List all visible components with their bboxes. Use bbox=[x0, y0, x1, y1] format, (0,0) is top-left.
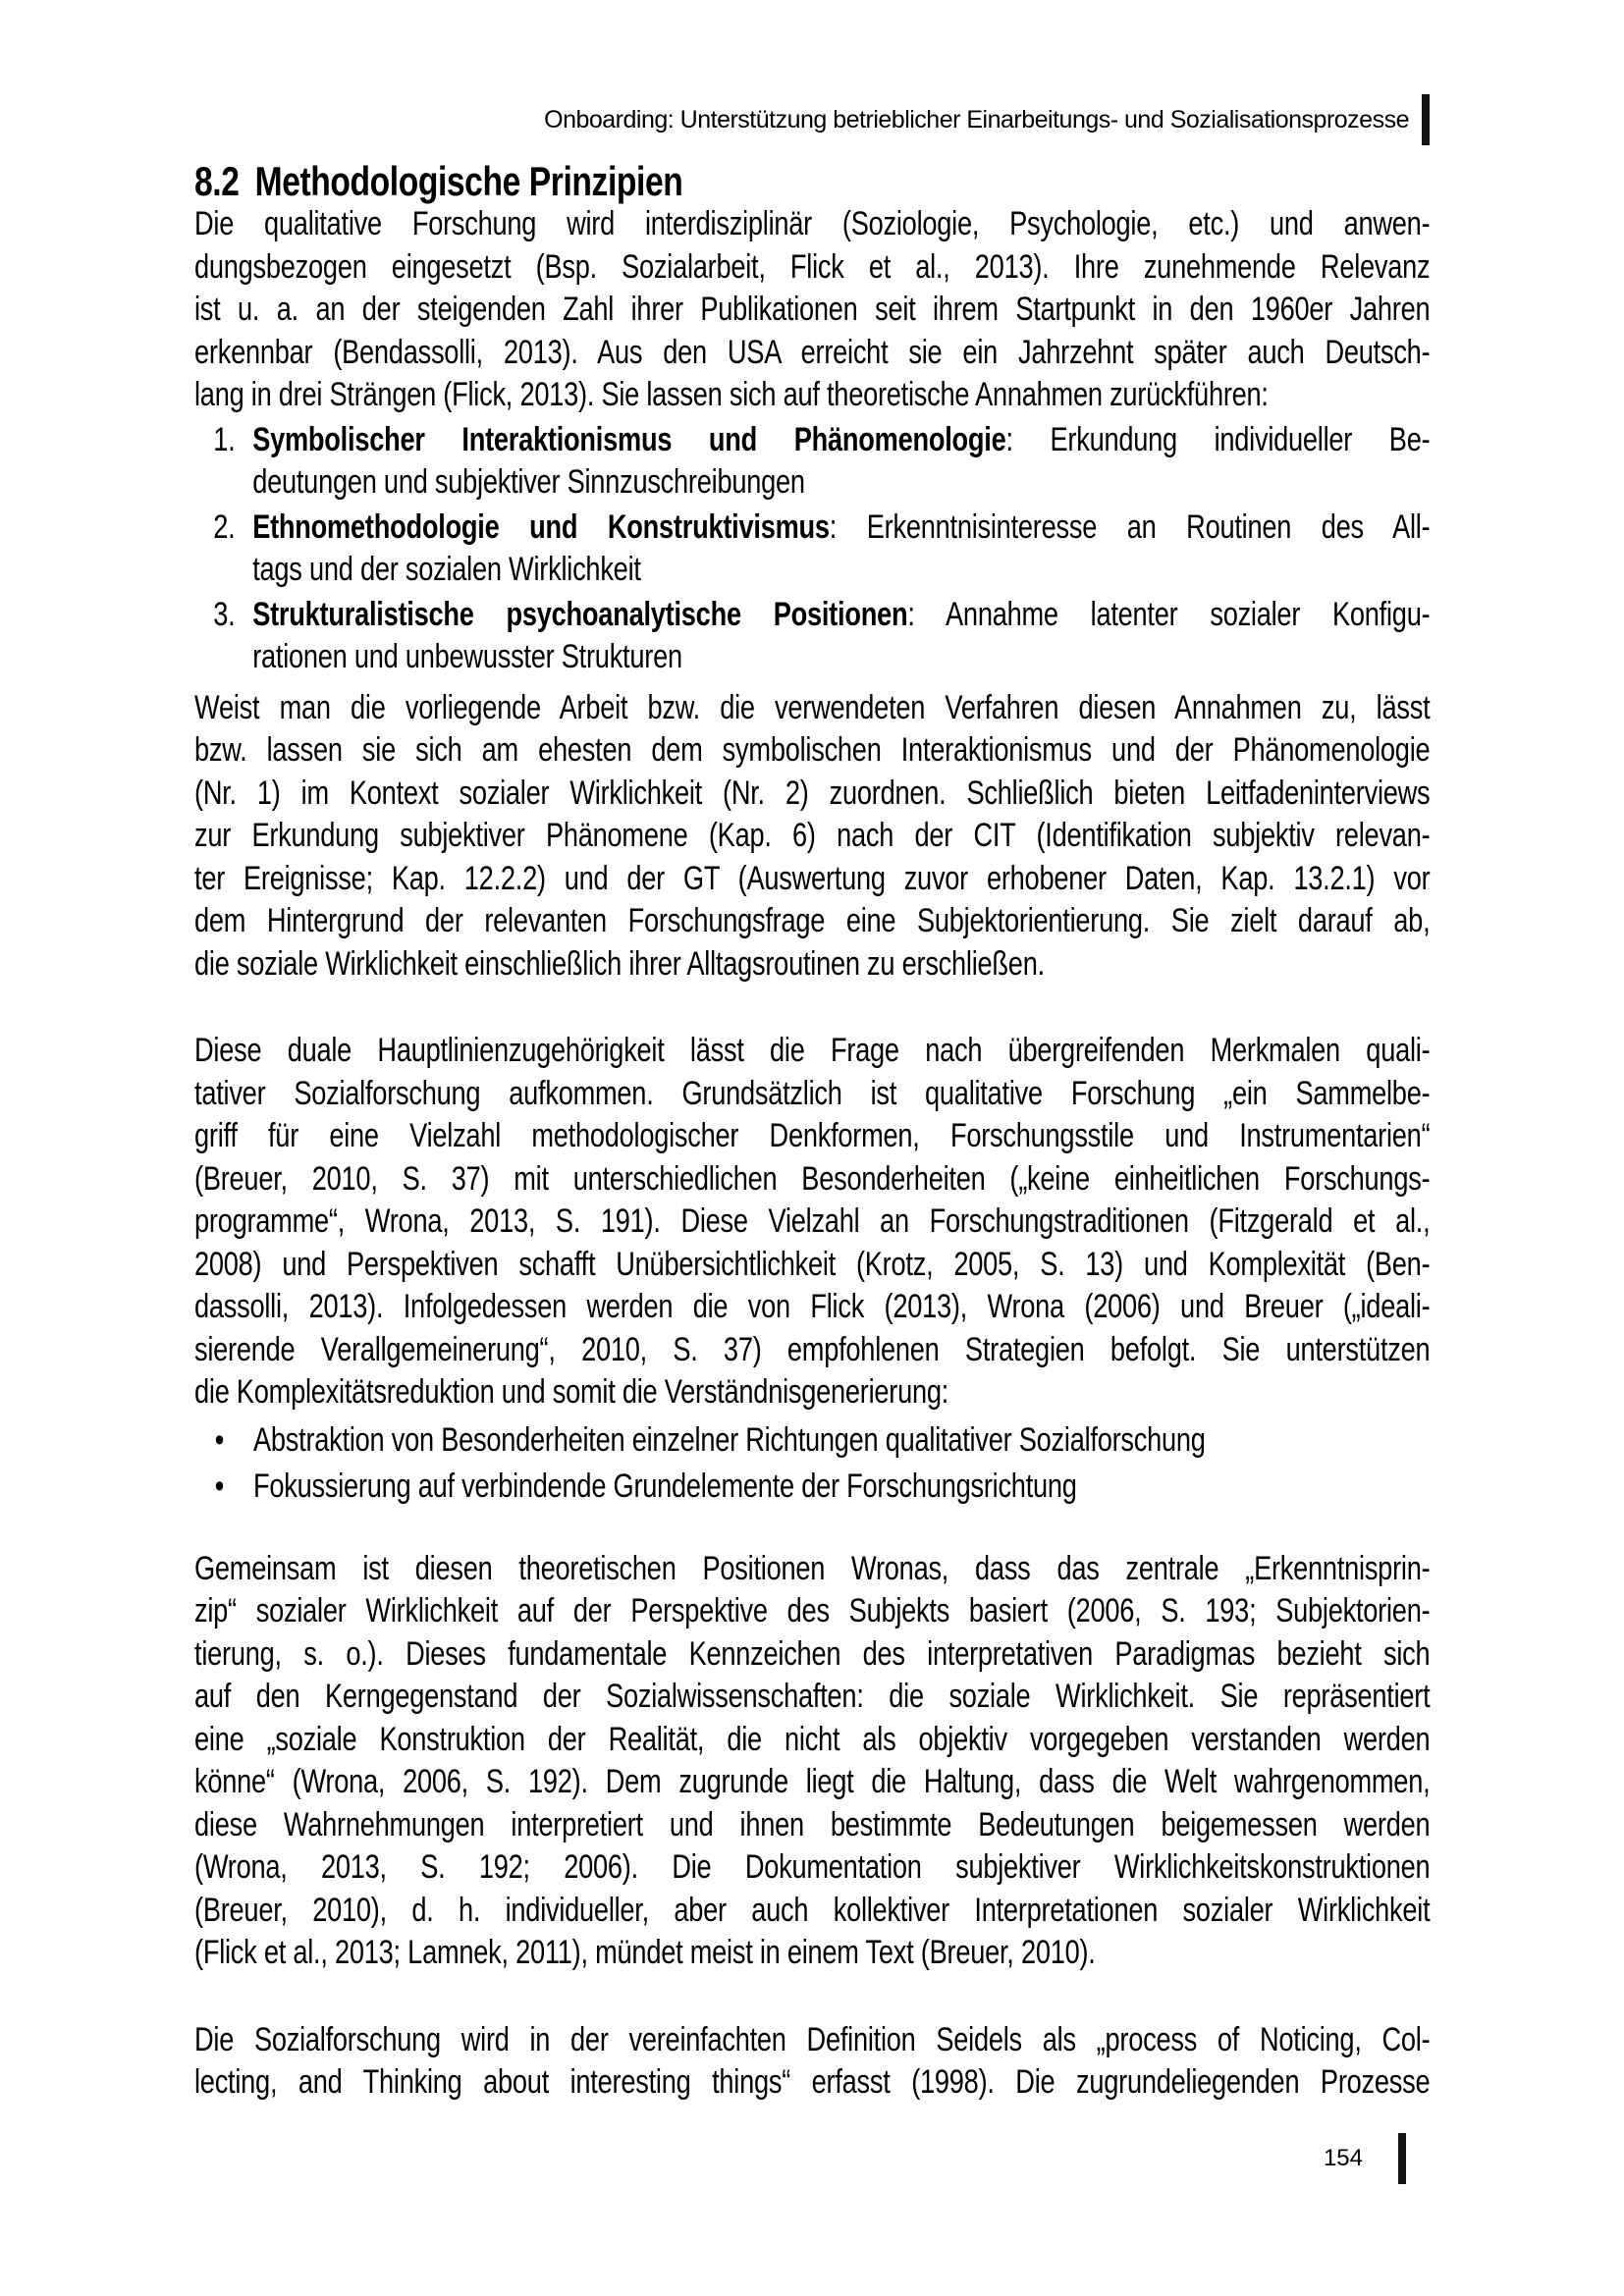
text-line: ist u. a. an der steigenden Zahl ihrer Publikationen seit ihrem Startpunkt in den 1960er Jahren bbox=[194, 291, 1431, 328]
list-marker: 1. bbox=[213, 420, 236, 458]
paragraph-5 bbox=[194, 2019, 1430, 2105]
text-line: lang in drei Strängen (Flick, 2013). Sie lassen sich auf theoretische Annahmen zurückführen: bbox=[194, 376, 1269, 413]
text-line: Die Sozialforschung wird in der vereinfachten Definition Seidels als „process of Noticing, Col- bbox=[194, 2020, 1431, 2058]
list-term-rest: : Annahme latenter sozialer Konfigu- bbox=[907, 595, 1431, 633]
bullet-list bbox=[194, 1419, 1430, 1509]
footer-rule bbox=[1398, 2133, 1406, 2184]
text-line: die soziale Wirklichkeit einschließlich ihrer Alltagsroutinen zu erschließen. bbox=[194, 944, 1045, 983]
text-line bbox=[252, 594, 1430, 637]
header-rule bbox=[1422, 94, 1430, 145]
text-line: Weist man die vorliegende Arbeit bzw. die verwendeten Verfahren diesen Annahmen zu, lässt bbox=[194, 688, 1431, 726]
paragraph-1 bbox=[194, 203, 1430, 417]
list-item bbox=[194, 594, 1430, 679]
list-term: Strukturalistische psychoanalytische Positionen bbox=[252, 595, 908, 633]
text-line: (Flick et al., 2013; Lamnek, 2011), mündet meist in einem Text (Breuer, 2010). bbox=[194, 1934, 1096, 1971]
list-term-rest: : Erkundung individueller Be- bbox=[1005, 420, 1431, 458]
section-title: Methodologische Prinzipien bbox=[254, 158, 683, 204]
text-line: Gemeinsam ist diesen theoretischen Positionen Wronas, dass das zentrale „Erkenntnisprin- bbox=[194, 1549, 1431, 1587]
bullet-text: Fokussierung auf verbindende Grundelemente der Forschungsrichtung bbox=[253, 1468, 1077, 1505]
text-line: (Breuer, 2010, S. 37) mit unterschiedlichen Besonderheiten („keine einheitlichen Forschungs- bbox=[194, 1159, 1431, 1198]
section-heading bbox=[194, 160, 1430, 203]
text-line: Die qualitative Forschung wird interdisziplinär (Soziologie, Psychologie, etc.) und anwen- bbox=[194, 205, 1431, 242]
numbered-list bbox=[194, 419, 1430, 679]
list-term: Ethnomethodologie und Konstruktivismus bbox=[252, 507, 830, 546]
list-item-body bbox=[252, 419, 1430, 505]
list-item bbox=[194, 507, 1430, 592]
text-line: könne“ (Wrona, 2006, S. 192). Dem zugrunde liegt die Haltung, dass die Welt wahrgenommen, bbox=[194, 1763, 1431, 1800]
text-line: programme“, Wrona, 2013, S. 191). Diese Vielzahl an Forschungstraditionen (Fitzgerald et al., bbox=[194, 1202, 1431, 1240]
list-item bbox=[194, 419, 1430, 505]
text-line: (Nr. 1) im Kontext sozialer Wirklichkeit (Nr. 2) zuordnen. Schließlich bieten Leitfadeninterviews bbox=[194, 774, 1431, 812]
text-line: ter Ereignisse; Kap. 12.2.2) und der GT (Auswertung zuvor erhobener Daten, Kap. 13.2.1) vor bbox=[194, 859, 1431, 897]
list-item-body bbox=[252, 594, 1430, 679]
paragraph-2 bbox=[194, 687, 1430, 987]
list-term: Symbolischer Interaktionismus und Phänomenologie bbox=[252, 420, 1006, 458]
text-line: dassolli, 2013). Infolgedessen werden die von Flick (2013), Wrona (2006) und Breuer („ideali- bbox=[194, 1288, 1431, 1325]
page-number: 154 bbox=[1323, 2145, 1363, 2171]
running-header bbox=[194, 94, 1430, 145]
text-line: tags und der sozialen Wirklichkeit bbox=[252, 551, 641, 588]
text-line: sierende Verallgemeinerung“, 2010, S. 37) empfohlenen Strategien befolgt. Sie unterstützen bbox=[194, 1330, 1431, 1368]
text-line: tierung, s. o.). Dieses fundamentale Kennzeichen des interpretativen Paradigmas bezieht sich bbox=[194, 1634, 1431, 1673]
text-column bbox=[194, 160, 1430, 2105]
text-line: diese Wahrnehmungen interpretiert und ihnen bestimmte Bedeutungen beigemessen werden bbox=[194, 1805, 1431, 1843]
list-item-body bbox=[252, 507, 1430, 592]
text-line: deutungen und subjektiver Sinnzuschreibungen bbox=[252, 463, 805, 501]
text-line: zur Erkundung subjektiver Phänomene (Kap. 6) nach der CIT (Identifikation subjektiv relevan- bbox=[194, 817, 1431, 854]
text-line: dem Hintergrund der relevanten Forschungsfrage eine Subjektorientierung. Sie zielt darauf ab, bbox=[194, 902, 1431, 939]
bullet-text: Abstraktion von Besonderheiten einzelner Richtungen qualitativer Sozialforschung bbox=[253, 1420, 1206, 1459]
text-line: zip“ sozialer Wirklichkeit auf der Perspektive des Subjekts basiert (2006, S. 193; Subjektorien- bbox=[194, 1592, 1431, 1629]
text-line: lecting, and Thinking about interesting things“ erfasst (1998). Die zugrundeliegenden Prozesse bbox=[194, 2063, 1431, 2101]
page-footer bbox=[1324, 2133, 1406, 2184]
bullet-icon: • bbox=[214, 1468, 225, 1505]
text-line: bzw. lassen sie sich am ehesten dem symbolischen Interaktionismus und der Phänomenologie bbox=[194, 731, 1431, 769]
section-number: 8.2 bbox=[194, 158, 240, 204]
bullet-item bbox=[194, 1419, 1430, 1463]
list-term-rest: : Erkenntnisinteresse an Routinen des All- bbox=[829, 507, 1431, 546]
text-line: die Komplexitätsreduktion und somit die Verständnisgenerierung: bbox=[194, 1373, 949, 1411]
text-line: 2008) und Perspektiven schafft Unübersichtlichkeit (Krotz, 2005, S. 13) und Komplexität (Ben- bbox=[194, 1245, 1431, 1283]
bullet-item bbox=[194, 1466, 1430, 1509]
text-line: dungsbezogen eingesetzt (Bsp. Sozialarbeit, Flick et al., 2013). Ihre zunehmende Relevanz bbox=[194, 247, 1431, 286]
text-line: (Breuer, 2010), d. h. individueller, aber auch kollektiver Interpretationen sozialer Wirklichkeit bbox=[194, 1891, 1431, 1929]
text-line bbox=[252, 507, 1430, 550]
text-line: (Wrona, 2013, S. 192; 2006). Die Dokumentation subjektiver Wirklichkeitskonstruktionen bbox=[194, 1848, 1431, 1886]
text-line: auf den Kerngegenstand der Sozialwissenschaften: die soziale Wirklichkeit. Sie repräsentiert bbox=[194, 1678, 1431, 1715]
text-line: Diese duale Hauptlinienzugehörigkeit lässt die Frage nach übergreifenden Merkmalen quali- bbox=[194, 1032, 1431, 1069]
text-line: tativer Sozialforschung aufkommen. Grundsätzlich ist qualitative Forschung „ein Sammelbe- bbox=[194, 1074, 1431, 1112]
text-line bbox=[252, 419, 1430, 462]
bullet-icon: • bbox=[214, 1420, 225, 1459]
paragraph-4 bbox=[194, 1548, 1430, 1975]
paragraph-3 bbox=[194, 1030, 1430, 1415]
list-marker: 3. bbox=[213, 595, 236, 633]
text-line: eine „soziale Konstruktion der Realität, die nicht als objektiv vorgegeben verstanden werden bbox=[194, 1720, 1431, 1758]
list-marker: 2. bbox=[213, 507, 236, 546]
text-line: erkennbar (Bendassolli, 2013). Aus den USA erreicht sie ein Jahrzehnt später auch Deutsch- bbox=[194, 333, 1431, 371]
text-line: rationen und unbewusster Strukturen bbox=[252, 638, 682, 675]
running-header-text: Onboarding: Unterstützung betrieblicher Einarbeitungs- und Sozialisationsprozesse bbox=[544, 105, 1409, 133]
text-line: griff für eine Vielzahl methodologischer Denkformen, Forschungsstile und Instrumentarien“ bbox=[194, 1117, 1431, 1154]
